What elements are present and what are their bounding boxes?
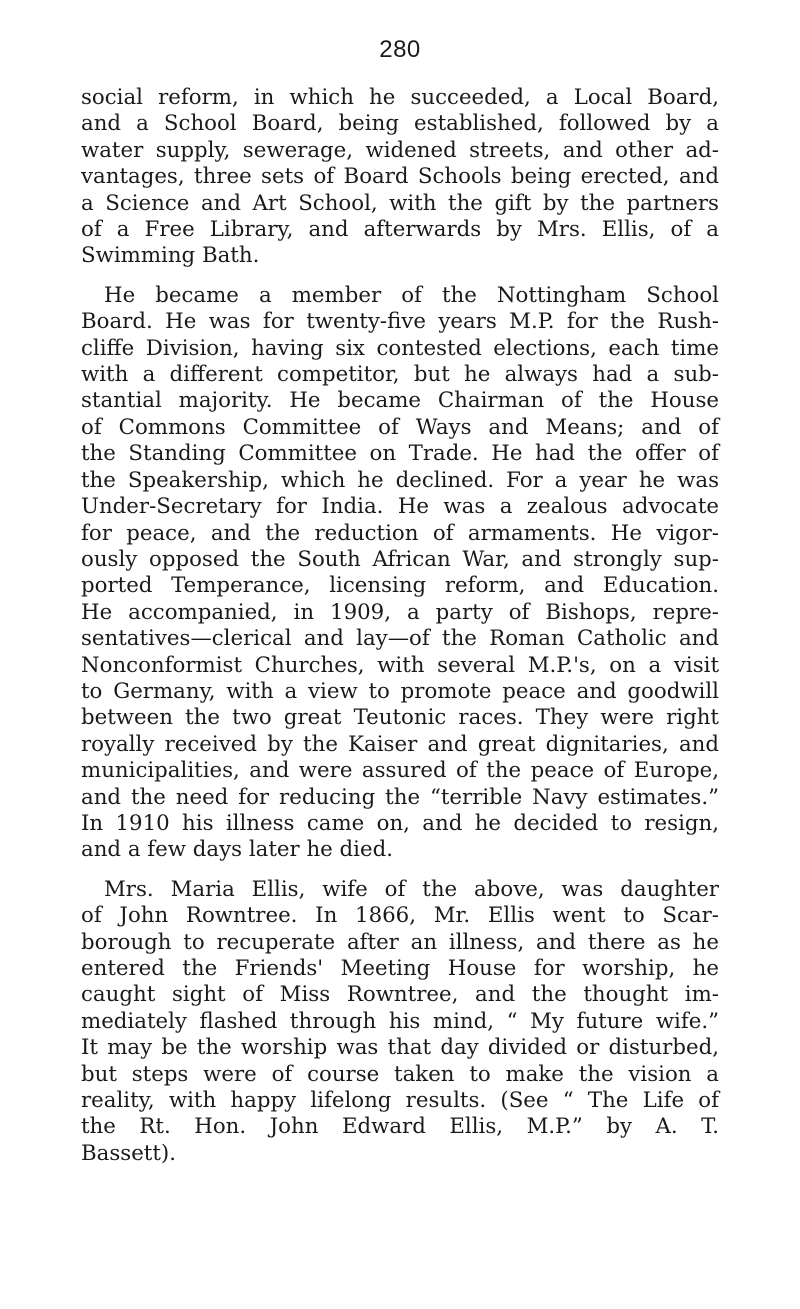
text-line: Mrs. Maria Ellis, wife of the above, was daughter — [104, 876, 719, 902]
text-line: the Rt. Hon. John Edward Ellis, M.P.” by A. T. — [81, 1114, 719, 1140]
text-line: borough to recuperate after an illness, and there as he — [81, 929, 719, 955]
text-line: vantages, three sets of Board Schools being erected, and — [81, 164, 719, 190]
text-line: He became a member of the Nottingham School — [104, 282, 719, 308]
text-line: Swimming Bath. — [81, 243, 260, 269]
text-line: of a Free Library, and afterwards by Mrs. Ellis, of a — [81, 217, 719, 243]
text-line: but steps were of course taken to make the vision a — [81, 1061, 719, 1087]
text-line: Nonconformist Churches, with several M.P.'s, on a visit — [81, 652, 719, 678]
text-line: entered the Friends' Meeting House for worship, he — [81, 956, 719, 981]
text-line: sentatives—clerical and lay—of the Roman Catholic and — [81, 626, 719, 652]
text-line: of John Rowntree. In 1866, Mr. Ellis went to Scar- — [81, 903, 719, 929]
text-line: caught sight of Miss Rowntree, and the thought im- — [81, 982, 719, 1008]
text-line: It may be the worship was that day divided or disturbed, — [81, 1035, 719, 1061]
text-line: for peace, and the reduction of armaments. He vigor- — [81, 520, 719, 546]
text-line: Bassett). — [81, 1140, 177, 1166]
text-line: and a few days later he died. — [81, 837, 393, 863]
paragraph-2 — [81, 283, 719, 864]
text-line: mediately flashed through his mind, “ My future wife.” — [81, 1008, 719, 1034]
text-line: stantial majority. He became Chairman of the House — [81, 388, 719, 414]
text-line: of Commons Committee of Ways and Means; and of — [81, 414, 719, 440]
text-line: and the need for reducing the “terrible Navy estimates.” — [81, 784, 719, 810]
text-line: He accompanied, in 1909, a party of Bishops, repre- — [81, 599, 719, 625]
text-line: royally received by the Kaiser and great dignitaries, and — [81, 731, 719, 757]
paragraph-1 — [81, 85, 719, 270]
text-line: ously opposed the South African War, and strongly sup- — [81, 546, 719, 572]
text-line: ported Temperance, licensing reform, and Education. — [81, 573, 719, 599]
text-line: and a School Board, being established, followed by a — [81, 111, 719, 137]
text-line: the Speakership, which he declined. For a year he was — [81, 467, 719, 493]
page-number: 280 — [379, 36, 421, 63]
text-line: Under-Secretary for India. He was a zealous advocate — [81, 494, 719, 520]
text-line: municipalities, and were assured of the peace of Europe, — [81, 758, 719, 784]
text-line: between the two great Teutonic races. They were right — [81, 705, 719, 731]
paragraph-3 — [81, 877, 719, 1167]
text-line: to Germany, with a view to promote peace and goodwill — [81, 678, 719, 704]
text-line: In 1910 his illness came on, and he decided to resign, — [81, 810, 719, 836]
text-line: with a different competitor, but he always had a sub- — [81, 362, 719, 388]
body-text — [81, 85, 719, 1167]
text-line: the Standing Committee on Trade. He had the offer of — [81, 441, 719, 467]
text-line: social reform, in which he succeeded, a Local Board, — [81, 85, 719, 110]
text-line: reality, with happy lifelong results. (See “ The Life of — [81, 1088, 719, 1114]
text-line: water supply, sewerage, widened streets, and other ad- — [81, 137, 719, 163]
text-line: cliffe Division, having six contested elections, each time — [81, 335, 719, 361]
text-line: Board. He was for twenty-five years M.P. for the Rush- — [81, 309, 719, 335]
text-line: a Science and Art School, with the gift by the partners — [81, 190, 719, 216]
